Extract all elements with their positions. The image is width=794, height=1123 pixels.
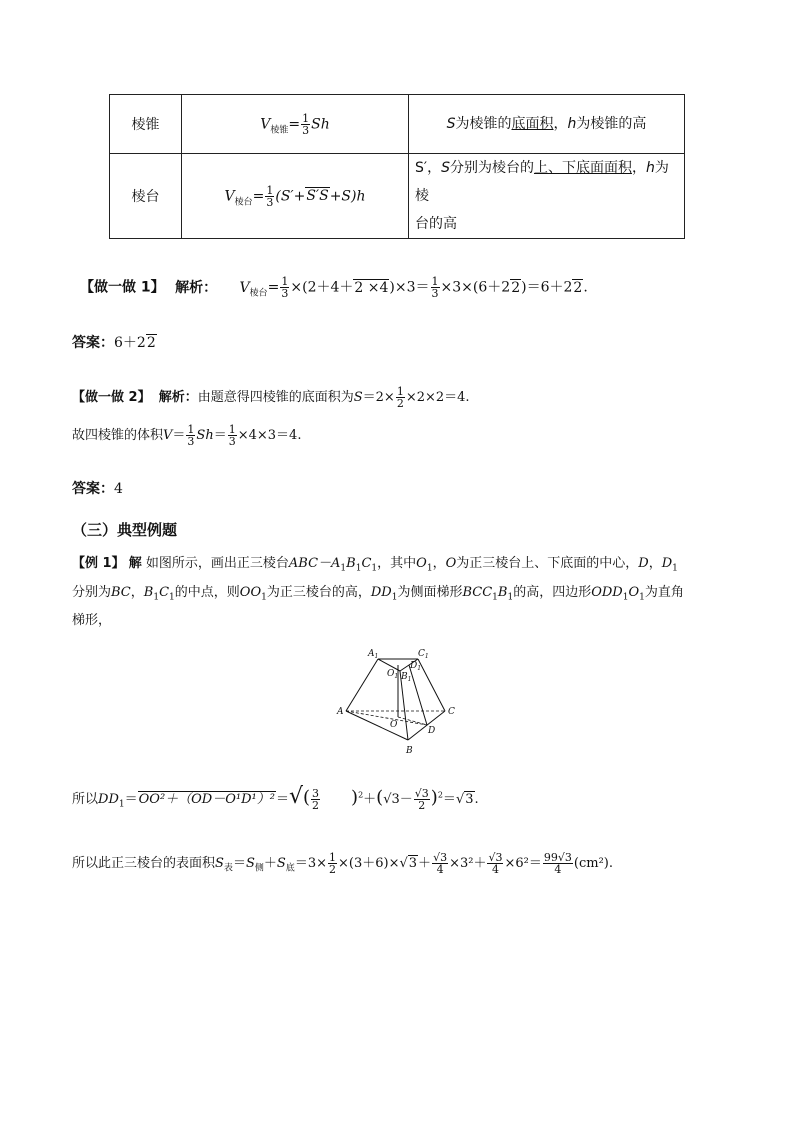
desc-text: h xyxy=(645,160,655,176)
formula-symbol: O xyxy=(416,556,427,571)
segment-d1d xyxy=(409,665,427,725)
table-cell-description xyxy=(409,95,685,154)
edge-c1c xyxy=(418,659,445,711)
formula-text: ＝ xyxy=(232,856,246,871)
solution-text: ， xyxy=(130,585,144,600)
fraction-denominator: 2 xyxy=(418,799,426,812)
fraction-denominator: 4 xyxy=(436,863,444,876)
fraction-denominator: 3 xyxy=(431,287,439,300)
formula-symbol: ODD xyxy=(591,585,623,600)
formula-text: ×3×(6＋2 xyxy=(440,279,511,296)
formula-symbol: B xyxy=(346,556,356,571)
subscript: 1 xyxy=(391,592,398,603)
edge-a1a xyxy=(346,659,378,711)
formula-text: ×(2＋4＋ xyxy=(290,279,354,296)
formula-subscript: 棱台 xyxy=(249,288,268,299)
fraction-denominator: 2 xyxy=(396,397,404,410)
example1-line3: 梯形， xyxy=(72,613,112,628)
practice2-line1 xyxy=(72,386,470,409)
fraction-numerator: 3 xyxy=(312,787,320,800)
open-paren: ( xyxy=(303,787,311,808)
example1-line2 xyxy=(72,581,684,603)
subscript: 1 xyxy=(672,563,678,574)
solution-text: 的高，四边形 xyxy=(513,585,592,600)
formula-text: ＋ xyxy=(418,856,432,871)
label-c1: $C_1$ xyxy=(418,649,429,660)
table-cell-formula xyxy=(182,95,409,154)
desc-line xyxy=(415,154,678,210)
practice1-solution xyxy=(80,276,588,299)
fraction-numerator: √3 xyxy=(433,851,448,864)
label-c: C xyxy=(448,707,455,717)
formula-text: ＝ xyxy=(172,428,186,443)
fraction-denominator: 3 xyxy=(266,195,274,209)
sqrt-term: OO²＋（OD－O¹D¹）² xyxy=(138,792,275,807)
fraction xyxy=(543,852,573,875)
solution-text: 所以此正三棱台的表面积 xyxy=(72,856,216,871)
formula-text: ＝ xyxy=(442,792,456,807)
answer-value: 4 xyxy=(114,481,123,497)
solution-text: 如图所示，画出正三棱台 xyxy=(145,556,289,571)
practice-label: 【做一做 1】 xyxy=(80,279,165,296)
formula-text: (cm²). xyxy=(573,856,613,871)
formula-text: ＋ xyxy=(363,792,377,807)
solution-text: 所以 xyxy=(72,792,99,807)
table-cell-name: 棱台 xyxy=(110,154,182,239)
fraction-numerator: √3 xyxy=(488,851,503,864)
subscript: 底 xyxy=(285,863,295,874)
solution-text: 为直角 xyxy=(644,585,684,600)
fraction xyxy=(432,852,448,875)
solution-text: 为正三棱台上、下底面的中心， xyxy=(456,556,639,571)
label-o: O xyxy=(390,720,398,730)
formula-text: ×(3＋6)× xyxy=(337,856,400,871)
subscript: 1 xyxy=(355,563,362,574)
close-paren: ) xyxy=(351,787,359,808)
surface-area-computation xyxy=(72,852,613,875)
desc-text: 为棱锥的高 xyxy=(576,116,647,132)
figure-labels xyxy=(336,649,455,756)
formula-text: ×3²＋ xyxy=(449,856,487,871)
formula-symbol: O xyxy=(445,556,457,571)
formula-symbol: DD xyxy=(98,792,119,807)
open-radical: √ xyxy=(288,784,303,809)
fraction-numerator: 1 xyxy=(281,275,289,288)
fraction-denominator: 2 xyxy=(328,863,336,876)
fraction-numerator: 1 xyxy=(266,183,274,197)
fraction-denominator: 3 xyxy=(302,123,310,137)
solution-text: 为侧面梯形 xyxy=(397,585,463,600)
subscript: 侧 xyxy=(254,863,264,874)
solution-text: 分别为 xyxy=(72,585,112,600)
sqrt-term: 2 xyxy=(146,335,156,351)
formula-subscript: 棱锥 xyxy=(270,124,289,135)
volume-formula-table xyxy=(109,94,685,239)
analysis-label: 解析： xyxy=(158,390,198,405)
solution-text: 为正三棱台的高， xyxy=(266,585,371,600)
sqrt-term: 2 xyxy=(511,279,521,296)
answer-label: 答案： xyxy=(72,481,114,497)
formula-symbol: D xyxy=(661,556,673,571)
fraction-numerator: 1 xyxy=(328,851,336,864)
fraction-numerator: 1 xyxy=(396,385,404,398)
desc-text: ， xyxy=(553,116,568,132)
formula-text: ＋ xyxy=(263,856,277,871)
fraction xyxy=(228,424,237,447)
radical-sign: √ xyxy=(399,856,408,871)
subscript: 1 xyxy=(340,563,347,574)
desc-text: 为棱锥的 xyxy=(455,116,512,132)
formula-symbol: V xyxy=(239,279,250,296)
formula-text: ＝2× xyxy=(362,390,395,405)
formula-equals: = xyxy=(288,116,301,132)
subscript: 1 xyxy=(118,799,125,810)
formula-symbol: BCC xyxy=(462,585,493,600)
fraction xyxy=(311,788,320,811)
formula-text: . xyxy=(583,279,588,296)
fraction-denominator: 3 xyxy=(281,287,289,300)
fraction xyxy=(414,788,430,811)
formula-text: . xyxy=(474,792,479,807)
formula-text: ＝3× xyxy=(294,856,327,871)
formula-text: ×4×3＝4. xyxy=(237,428,302,443)
formula-text: ×6²＝ xyxy=(504,856,542,871)
fraction-denominator: 3 xyxy=(228,435,236,448)
desc-text: h xyxy=(567,116,577,132)
section-title: （三）典型例题 xyxy=(72,521,178,539)
formula-rest: Sh xyxy=(311,116,330,132)
desc-text: S xyxy=(446,116,456,132)
edge-cb xyxy=(408,711,445,740)
formula-symbol: BC xyxy=(111,585,131,600)
formula-symbol: B xyxy=(143,585,154,600)
formula-text: ＝ xyxy=(275,792,289,807)
formula-symbol: S xyxy=(353,390,363,405)
subscript: 1 xyxy=(261,592,267,603)
formula-text: ＝ xyxy=(213,428,227,443)
fraction-numerator: 1 xyxy=(187,423,195,436)
subscript: 1 xyxy=(507,592,514,603)
solution-text: 由题意得四棱锥的底面积为 xyxy=(197,390,354,405)
subscript: 1 xyxy=(169,592,175,603)
fraction-denominator: 3 xyxy=(187,435,195,448)
practice2-answer xyxy=(72,478,123,498)
table-cell-description xyxy=(409,154,685,239)
solution-text: ， xyxy=(432,556,446,571)
radical-sign: √ xyxy=(455,792,465,807)
formula-symbol: V xyxy=(163,428,173,443)
frustum-figure xyxy=(330,645,470,760)
formula-text: ＝ xyxy=(124,792,138,807)
formula-symbol: Sh xyxy=(196,428,214,443)
solution-text: 故四棱锥的体积 xyxy=(72,428,164,443)
formula-text: 3－ xyxy=(391,792,413,807)
table-cell-name: 棱锥 xyxy=(110,95,182,154)
desc-line: 台的高 xyxy=(415,216,457,232)
formula-symbol: S xyxy=(215,856,224,871)
fraction xyxy=(431,276,440,299)
solution-text: ， xyxy=(648,556,662,571)
table-cell-formula xyxy=(182,154,409,239)
subscript: 1 xyxy=(639,592,645,603)
label-o1: $O_1$ xyxy=(387,669,399,680)
practice-label: 【做一做 2】 xyxy=(72,390,151,405)
fraction-numerator: 1 xyxy=(228,423,236,436)
fraction xyxy=(328,852,337,875)
desc-text: 分别为棱台的 xyxy=(449,160,534,176)
solution-text: ，其中 xyxy=(377,556,417,571)
formula-equals: = xyxy=(252,188,265,204)
formula-symbol: V xyxy=(224,188,235,204)
formula-symbol: C xyxy=(159,585,170,600)
formula-symbol: DD xyxy=(370,585,392,600)
fraction-numerator: 1 xyxy=(302,111,310,125)
example1-line1 xyxy=(72,552,678,574)
fraction xyxy=(301,113,310,136)
subscript: 1 xyxy=(371,563,378,574)
formula-symbol: D xyxy=(638,556,649,571)
formula-text: )＝6＋2 xyxy=(521,279,573,296)
subscript: 1 xyxy=(492,592,498,603)
fraction xyxy=(280,276,289,299)
desc-text: ， xyxy=(631,160,646,176)
subscript: 1 xyxy=(426,563,433,574)
formula-symbol: S xyxy=(245,856,255,871)
subscript: 1 xyxy=(622,592,629,603)
sqrt-term: S′S xyxy=(306,188,329,204)
desc-text: 上、下底面面积 xyxy=(533,160,632,176)
formula-text: = xyxy=(267,279,280,296)
sqrt-term: 2 xyxy=(573,279,583,296)
fraction-numerator: 99√3 xyxy=(543,851,572,864)
fraction xyxy=(265,185,274,208)
label-a1: $A_1$ xyxy=(368,649,379,660)
formula-symbol: C xyxy=(361,556,372,571)
fraction xyxy=(186,424,195,447)
sqrt-term: 3 xyxy=(408,856,418,871)
practice2-line2 xyxy=(72,424,301,447)
fraction-numerator: 1 xyxy=(431,275,439,288)
table-row xyxy=(110,154,685,239)
formula-text: ×2×2＝4. xyxy=(405,390,470,405)
solution-label: 解 xyxy=(128,556,142,571)
formula-rest: +S)h xyxy=(329,188,366,204)
label-d: D xyxy=(428,726,436,736)
formula-subscript: 棱台 xyxy=(234,196,253,207)
fraction xyxy=(487,852,503,875)
formula-symbol: B xyxy=(497,585,508,600)
dd1-computation: 所以$DD_1=OO^2+(OD-O^1D^1)^2=√$( $\frac{3}{2}$ )$^2$＋(√3－ $\frac{√3}{2}$ )$^2$＝√3. xyxy=(72,784,479,812)
desc-text: 底面积 xyxy=(511,116,554,132)
example-label: 【例 1】 xyxy=(72,556,125,571)
formula-symbol: ABC－A xyxy=(288,556,341,571)
analysis-label: 解析： xyxy=(175,279,218,296)
solution-text: 的中点，则 xyxy=(174,585,240,600)
desc-text: S′， xyxy=(415,160,442,176)
radical-sign: √ xyxy=(383,792,392,807)
label-b1: $B_1$ xyxy=(401,672,412,683)
desc-text: 为棱 xyxy=(415,160,669,204)
label-a: A xyxy=(337,707,344,717)
formula-text: )×3＝ xyxy=(389,279,430,296)
answer-label: 答案： xyxy=(72,335,114,351)
fraction xyxy=(396,386,405,409)
fraction-denominator: 4 xyxy=(491,863,499,876)
formula-symbol: OO xyxy=(239,585,262,600)
label-d1: $D_1$ xyxy=(410,661,422,672)
subscript: 1 xyxy=(153,592,160,603)
table-row xyxy=(110,95,685,154)
formula-symbol: S xyxy=(276,856,286,871)
fraction-denominator: 4 xyxy=(554,863,562,876)
sqrt-term: 3 xyxy=(465,792,474,807)
sqrt-term: 2 ×4 xyxy=(354,279,389,296)
practice1-answer xyxy=(72,332,157,352)
segment-ad-hidden xyxy=(346,711,427,725)
answer-value: 6＋2 xyxy=(114,335,146,351)
formula-rest: (S′+ xyxy=(275,188,306,204)
edge-ab xyxy=(346,711,408,740)
formula-symbol: V xyxy=(260,116,271,132)
formula-symbol: O xyxy=(628,585,640,600)
subscript: 表 xyxy=(223,863,233,874)
label-b: B xyxy=(406,746,413,756)
fraction-numerator: √3 xyxy=(414,787,429,800)
fraction-denominator: 2 xyxy=(312,799,320,812)
desc-text: S xyxy=(441,160,450,176)
